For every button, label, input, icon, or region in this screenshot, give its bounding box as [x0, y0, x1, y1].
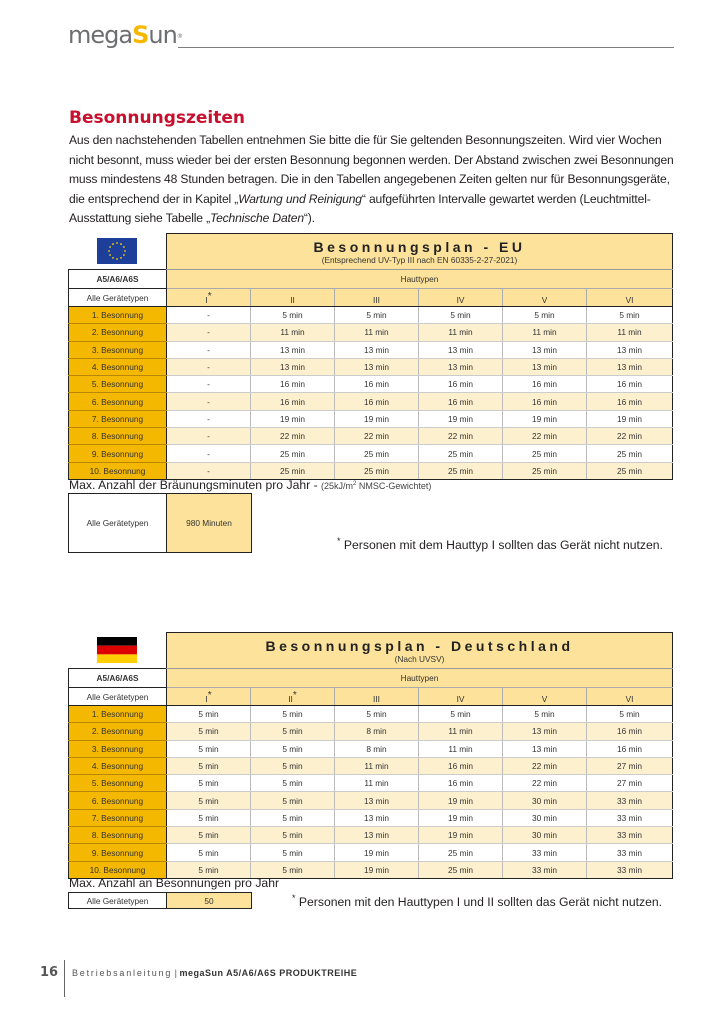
- duration-cell: 5 min: [251, 792, 335, 809]
- duration-cell: -: [167, 428, 251, 445]
- duration-cell: 5 min: [251, 706, 335, 723]
- section-title: Besonnungszeiten: [69, 108, 245, 128]
- skin-type-header: [335, 289, 419, 307]
- duration-cell: -: [167, 410, 251, 427]
- session-label: 1. Besonnung: [69, 307, 167, 324]
- table-row: [69, 393, 673, 410]
- eu-star: [116, 258, 118, 260]
- duration-cell: 13 min: [503, 740, 587, 757]
- duration-cell: 22 min: [503, 757, 587, 774]
- flag-cell: [69, 633, 167, 669]
- duration-cell: 5 min: [335, 307, 419, 324]
- session-label: 10. Besonnung: [69, 861, 167, 878]
- duration-cell: 22 min: [503, 775, 587, 792]
- skin-type-header-row: [69, 289, 673, 307]
- duration-cell: 27 min: [587, 757, 673, 774]
- duration-cell: 22 min: [587, 428, 673, 445]
- eu-star: [123, 246, 125, 248]
- duration-cell: 11 min: [335, 324, 419, 341]
- table-row: [69, 706, 673, 723]
- skin-type-label: II: [288, 693, 293, 704]
- eu-flag-icon: [97, 238, 137, 264]
- duration-cell: 11 min: [251, 324, 335, 341]
- eu-star: [124, 250, 126, 252]
- duration-cell: 19 min: [335, 410, 419, 427]
- logo-text-un: un: [148, 21, 177, 49]
- skin-type-header: [251, 688, 335, 706]
- duration-cell: 5 min: [167, 861, 251, 878]
- skin-type-header: [419, 688, 503, 706]
- duration-cell: -: [167, 462, 251, 479]
- duration-cell: 30 min: [503, 792, 587, 809]
- duration-cell: 33 min: [587, 792, 673, 809]
- session-label: 8. Besonnung: [69, 428, 167, 445]
- header-divider: [178, 47, 674, 48]
- skin-type-header: [419, 289, 503, 307]
- eu-max-label-unit: [321, 481, 431, 491]
- logo-text-mega: mega: [68, 21, 133, 49]
- duration-cell: 19 min: [587, 410, 673, 427]
- duration-cell: 13 min: [587, 341, 673, 358]
- duration-cell: 5 min: [167, 775, 251, 792]
- skin-type-header: [167, 289, 251, 307]
- session-label: 4. Besonnung: [69, 757, 167, 774]
- table-row: [69, 307, 673, 324]
- duration-cell: 33 min: [503, 861, 587, 878]
- session-label: 2. Besonnung: [69, 723, 167, 740]
- duration-cell: 19 min: [251, 410, 335, 427]
- eu-star: [112, 257, 114, 259]
- duration-cell: 25 min: [335, 445, 419, 462]
- model-label: A5/A6/A6S: [69, 669, 167, 688]
- de-schedule-table: [68, 632, 673, 879]
- skin-type-star: *: [207, 689, 212, 701]
- skin-type-header: [335, 688, 419, 706]
- duration-cell: 16 min: [251, 376, 335, 393]
- duration-cell: 16 min: [587, 376, 673, 393]
- duration-cell: 5 min: [167, 706, 251, 723]
- eu-max-device: Alle Gerätetypen: [69, 494, 167, 553]
- eu-star: [120, 243, 122, 245]
- footer-text: [72, 968, 357, 978]
- duration-cell: 33 min: [587, 809, 673, 826]
- duration-cell: 5 min: [251, 844, 335, 861]
- footer-separator: |: [172, 968, 180, 978]
- duration-cell: 16 min: [335, 393, 419, 410]
- eu-star: [116, 242, 118, 244]
- skin-type-label: VI: [625, 294, 634, 305]
- duration-cell: 13 min: [251, 341, 335, 358]
- session-label: 10. Besonnung: [69, 462, 167, 479]
- duration-cell: 33 min: [587, 861, 673, 878]
- registered-mark: ®: [176, 33, 182, 40]
- intro-text-2: “ aufgeführten Intervalle gewartet werden (Leuchtmittel-Ausstattung siehe Tabelle „: [69, 191, 651, 226]
- duration-cell: 5 min: [167, 723, 251, 740]
- device-types-label: Alle Gerätetypen: [69, 688, 167, 706]
- duration-cell: 13 min: [419, 358, 503, 375]
- footer-divider: [64, 960, 65, 997]
- skin-type-header: [587, 289, 673, 307]
- duration-cell: -: [167, 376, 251, 393]
- duration-cell: 5 min: [251, 809, 335, 826]
- eu-max-unit-a: (25kJ/m: [321, 481, 354, 491]
- duration-cell: 22 min: [503, 428, 587, 445]
- table-row: [69, 809, 673, 826]
- duration-cell: 11 min: [503, 324, 587, 341]
- duration-cell: 8 min: [335, 723, 419, 740]
- intro-text-3: “).: [303, 211, 315, 226]
- de-note-text: Personen mit den Hauttypen I und II sollten das Gerät nicht nutzen.: [295, 895, 663, 910]
- eu-max-value: 980 Minuten: [167, 494, 252, 553]
- duration-cell: 25 min: [419, 861, 503, 878]
- table-row: [69, 445, 673, 462]
- session-label: 3. Besonnung: [69, 341, 167, 358]
- intro-text-1: Aus den nachstehenden Tabellen entnehmen Sie bitte die für Sie geltenden Besonnungszeiten. Wird vier Wochen nicht besonnt, muss wieder bei der ersten Besonnung begonnen werden. Der Abstand zwischen zwei Besonnungen muss mindestens 48 Stunden betragen. Die in den Tabellen angegebenen Zeiten gelten nur für Besonnungsgeräte, die entsprechend der in Kapitel „: [69, 133, 674, 206]
- skin-type-label: IV: [456, 294, 465, 305]
- duration-cell: 22 min: [251, 428, 335, 445]
- duration-cell: 16 min: [587, 723, 673, 740]
- duration-cell: 19 min: [503, 410, 587, 427]
- duration-cell: 16 min: [419, 393, 503, 410]
- duration-cell: 11 min: [419, 723, 503, 740]
- de-max-box: [68, 892, 252, 909]
- duration-cell: 19 min: [419, 827, 503, 844]
- duration-cell: 13 min: [251, 358, 335, 375]
- session-label: 3. Besonnung: [69, 740, 167, 757]
- duration-cell: 33 min: [503, 844, 587, 861]
- hauttypen-label: Hauttypen: [167, 270, 673, 289]
- duration-cell: 5 min: [167, 792, 251, 809]
- table-row: [69, 358, 673, 375]
- duration-cell: 19 min: [335, 861, 419, 878]
- skin-type-header: [251, 289, 335, 307]
- duration-cell: 5 min: [251, 861, 335, 878]
- skin-type-header: [503, 289, 587, 307]
- model-label: A5/A6/A6S: [69, 270, 167, 289]
- table-row: [69, 844, 673, 861]
- duration-cell: 25 min: [251, 462, 335, 479]
- device-types-label: Alle Gerätetypen: [69, 289, 167, 307]
- duration-cell: 22 min: [419, 428, 503, 445]
- megasun-logo: [68, 20, 182, 50]
- duration-cell: 25 min: [419, 462, 503, 479]
- eu-star: [123, 254, 125, 256]
- table-row: [69, 324, 673, 341]
- skin-type-label: III: [373, 294, 380, 305]
- duration-cell: 30 min: [503, 827, 587, 844]
- eu-star: [112, 243, 114, 245]
- duration-cell: 11 min: [335, 757, 419, 774]
- duration-cell: 25 min: [503, 462, 587, 479]
- skin-type-star: *: [292, 689, 297, 701]
- duration-cell: 5 min: [251, 757, 335, 774]
- plan-subtitle: (Nach UVSV): [394, 653, 445, 664]
- duration-cell: -: [167, 307, 251, 324]
- duration-cell: 5 min: [251, 827, 335, 844]
- duration-cell: 16 min: [419, 376, 503, 393]
- duration-cell: 13 min: [503, 358, 587, 375]
- intro-paragraph: [69, 131, 681, 229]
- duration-cell: 19 min: [335, 844, 419, 861]
- duration-cell: 5 min: [167, 827, 251, 844]
- table-row: [69, 462, 673, 479]
- plan-subtitle: (Entsprechend UV-Typ III nach EN 60335-2-27-2021): [321, 254, 518, 265]
- session-label: 7. Besonnung: [69, 410, 167, 427]
- footer-doc-label: Betriebsanleitung: [72, 968, 173, 978]
- duration-cell: 13 min: [335, 809, 419, 826]
- duration-cell: 27 min: [587, 775, 673, 792]
- duration-cell: 25 min: [419, 844, 503, 861]
- duration-cell: 13 min: [503, 341, 587, 358]
- duration-cell: 16 min: [251, 393, 335, 410]
- duration-cell: 11 min: [419, 324, 503, 341]
- duration-cell: 30 min: [503, 809, 587, 826]
- table-row: [69, 376, 673, 393]
- session-label: 8. Besonnung: [69, 827, 167, 844]
- session-label: 5. Besonnung: [69, 376, 167, 393]
- skin-type-header: [167, 688, 251, 706]
- germany-flag-icon: [97, 637, 137, 663]
- plan-header: [167, 633, 673, 669]
- eu-max-unit-b: NMSC-Gewichtet): [356, 481, 432, 491]
- duration-cell: 33 min: [587, 827, 673, 844]
- duration-cell: 11 min: [587, 324, 673, 341]
- duration-cell: -: [167, 358, 251, 375]
- table-row: [69, 410, 673, 427]
- session-label: 9. Besonnung: [69, 844, 167, 861]
- duration-cell: 5 min: [167, 757, 251, 774]
- duration-cell: 33 min: [587, 844, 673, 861]
- duration-cell: 19 min: [419, 410, 503, 427]
- duration-cell: 25 min: [503, 445, 587, 462]
- duration-cell: -: [167, 341, 251, 358]
- duration-cell: 25 min: [251, 445, 335, 462]
- duration-cell: 8 min: [335, 740, 419, 757]
- duration-cell: 5 min: [419, 706, 503, 723]
- duration-cell: 13 min: [335, 358, 419, 375]
- duration-cell: 25 min: [419, 445, 503, 462]
- skin-type-header: [503, 688, 587, 706]
- table-row: [69, 428, 673, 445]
- skin-type-label: V: [541, 693, 548, 704]
- page-header: [68, 20, 674, 50]
- session-label: 5. Besonnung: [69, 775, 167, 792]
- duration-cell: 19 min: [419, 792, 503, 809]
- eu-schedule-table: [68, 233, 673, 480]
- plan-title: Besonnungsplan - Deutschland: [265, 637, 574, 654]
- duration-cell: -: [167, 445, 251, 462]
- duration-cell: 5 min: [251, 775, 335, 792]
- duration-cell: 5 min: [167, 809, 251, 826]
- duration-cell: 16 min: [419, 775, 503, 792]
- duration-cell: 13 min: [335, 792, 419, 809]
- de-max-label: Max. Anzahl an Besonnungen pro Jahr: [69, 876, 280, 890]
- plan-header: [167, 234, 673, 270]
- duration-cell: 22 min: [335, 428, 419, 445]
- duration-cell: 16 min: [503, 393, 587, 410]
- eu-note: [337, 536, 663, 552]
- logo-text-s: S: [132, 21, 149, 49]
- duration-cell: 13 min: [335, 341, 419, 358]
- de-note-star: *: [292, 893, 296, 903]
- table-row: [69, 757, 673, 774]
- skin-type-label: III: [373, 693, 380, 704]
- session-label: 9. Besonnung: [69, 445, 167, 462]
- session-label: 4. Besonnung: [69, 358, 167, 375]
- de-note: [292, 893, 662, 909]
- duration-cell: 5 min: [251, 723, 335, 740]
- duration-cell: 5 min: [251, 307, 335, 324]
- page-number: 16: [40, 965, 59, 980]
- session-label: 6. Besonnung: [69, 792, 167, 809]
- duration-cell: 11 min: [335, 775, 419, 792]
- duration-cell: -: [167, 324, 251, 341]
- eu-star: [109, 246, 111, 248]
- table-row: [69, 740, 673, 757]
- duration-cell: 5 min: [503, 706, 587, 723]
- table-row: [69, 341, 673, 358]
- eu-note-text: Personen mit dem Hauttyp I sollten das Gerät nicht nutzen.: [340, 538, 663, 553]
- table-row: [69, 792, 673, 809]
- duration-cell: 5 min: [503, 307, 587, 324]
- duration-cell: 13 min: [419, 341, 503, 358]
- intro-ref-techdata: Technische Daten: [209, 211, 304, 226]
- session-label: 1. Besonnung: [69, 706, 167, 723]
- session-label: 6. Besonnung: [69, 393, 167, 410]
- duration-cell: 5 min: [335, 706, 419, 723]
- plan-title: Besonnungsplan - EU: [313, 238, 526, 255]
- duration-cell: 5 min: [167, 740, 251, 757]
- duration-cell: 16 min: [503, 376, 587, 393]
- hauttypen-label: Hauttypen: [167, 669, 673, 688]
- duration-cell: 5 min: [587, 706, 673, 723]
- eu-star: [108, 250, 110, 252]
- eu-note-star: *: [337, 536, 341, 546]
- skin-type-label: V: [541, 294, 548, 305]
- duration-cell: 25 min: [335, 462, 419, 479]
- skin-type-label: II: [290, 294, 295, 305]
- de-max-value: 50: [167, 893, 252, 909]
- skin-type-label: I: [205, 294, 208, 305]
- duration-cell: 16 min: [587, 740, 673, 757]
- eu-star: [109, 254, 111, 256]
- footer-product: megaSun A5/A6/A6S PRODUKTREIHE: [179, 968, 358, 978]
- eu-max-label: [69, 478, 431, 492]
- duration-cell: 5 min: [251, 740, 335, 757]
- duration-cell: 16 min: [419, 757, 503, 774]
- duration-cell: 5 min: [587, 307, 673, 324]
- duration-cell: 5 min: [419, 307, 503, 324]
- skin-type-header-row: [69, 688, 673, 706]
- skin-type-header: [587, 688, 673, 706]
- duration-cell: 11 min: [419, 740, 503, 757]
- flag-cell: [69, 234, 167, 270]
- intro-ref-maintenance: Wartung und Reinigung: [238, 191, 362, 206]
- eu-max-box: [68, 493, 252, 553]
- table-row: [69, 775, 673, 792]
- skin-type-star: *: [207, 290, 212, 302]
- duration-cell: 16 min: [335, 376, 419, 393]
- duration-cell: -: [167, 393, 251, 410]
- skin-type-label: I: [205, 693, 208, 704]
- skin-type-label: IV: [456, 693, 465, 704]
- de-max-device: Alle Gerätetypen: [69, 893, 167, 909]
- session-label: 2. Besonnung: [69, 324, 167, 341]
- duration-cell: 19 min: [419, 809, 503, 826]
- duration-cell: 16 min: [587, 393, 673, 410]
- table-row: [69, 723, 673, 740]
- eu-star: [120, 257, 122, 259]
- table-row: [69, 827, 673, 844]
- duration-cell: 13 min: [335, 827, 419, 844]
- duration-cell: 13 min: [587, 358, 673, 375]
- duration-cell: 25 min: [587, 462, 673, 479]
- duration-cell: 5 min: [167, 844, 251, 861]
- duration-cell: 25 min: [587, 445, 673, 462]
- skin-type-label: VI: [625, 693, 634, 704]
- eu-max-label-text: Max. Anzahl der Bräunungsminuten pro Jahr -: [69, 478, 322, 492]
- duration-cell: 13 min: [503, 723, 587, 740]
- eu-max-unit-sup: 2: [353, 481, 357, 487]
- session-label: 7. Besonnung: [69, 809, 167, 826]
